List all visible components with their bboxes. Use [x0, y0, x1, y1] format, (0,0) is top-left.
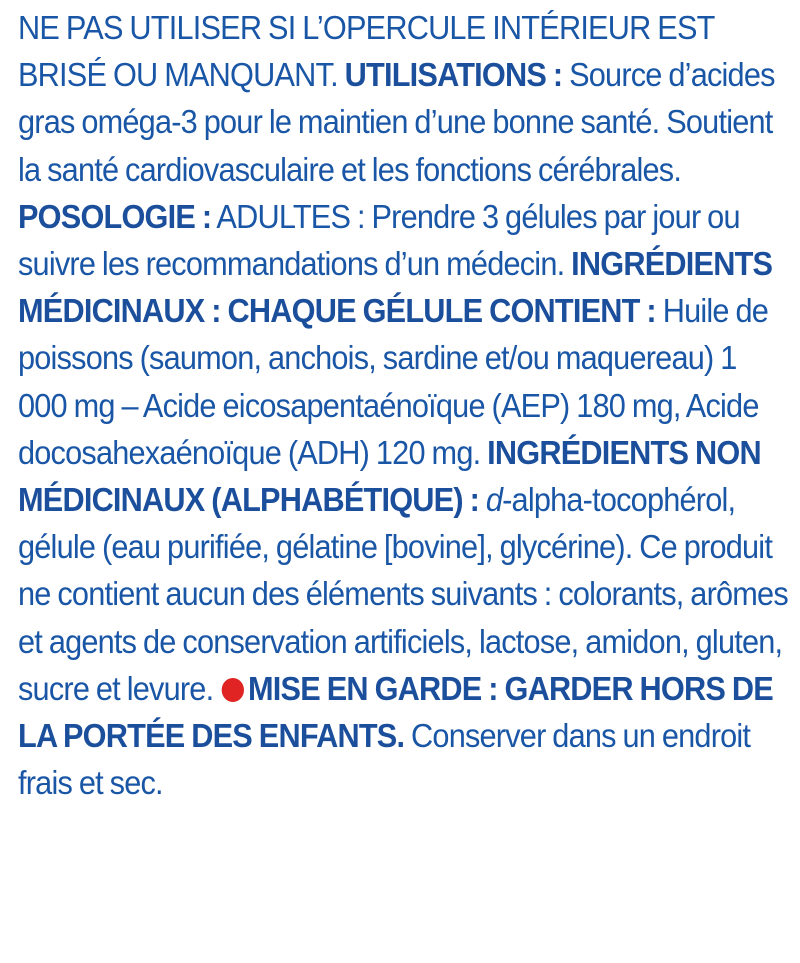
non-medicinal-ingredients-heading: INGRÉDIENTS NON MÉDICINAUX (ALPHABÉTIQUE) :: [18, 433, 761, 519]
label-text-block: [18, 4, 788, 806]
medicinal-ingredients-text: Huile de poissons (saumon, anchois, sardine et/ou maquereau) 1 000 mg – Acide eicosapentaénoïque (AEP) 180 mg, Acide docosahexaénoïque (ADH) 120 mg.: [18, 292, 769, 471]
d-prefix-italic: d: [485, 481, 503, 519]
medicinal-ingredients-heading: INGRÉDIENTS MÉDICINAUX : CHAQUE GÉLULE CONTIENT :: [18, 245, 773, 330]
storage-text: Conserver dans un endroit frais et sec.: [18, 717, 751, 802]
dosage-text: ADULTES : Prendre 3 gélules par jour ou suivre les recommandations d’un médecin.: [18, 197, 740, 283]
non-medicinal-ingredients-text: -alpha-tocophérol, gélule (eau purifiée, gélatine [bovine], glycérine). Ce produit ne contient aucun des éléments suivants : colorants, arômes et agents de conservation artificiels, lactose, amidon, gluten, sucre et levure.: [18, 481, 788, 707]
seal-warning-text: NE PAS UTILISER SI L’OPERCULE INTÉRIEUR EST BRISÉ OU MANQUANT.: [18, 9, 715, 94]
dosage-heading: POSOLOGIE :: [18, 197, 212, 235]
uses-heading: UTILISATIONS :: [344, 56, 563, 94]
uses-text: Source d’acides gras oméga-3 pour le maintien d’une bonne santé. Soutient la santé cardiovasculaire et les fonctions cérébrales.: [18, 56, 775, 188]
caution-heading: MISE EN GARDE : GARDER HORS DE LA PORTÉE DES ENFANTS.: [18, 669, 773, 755]
red-dot-icon: [222, 678, 244, 702]
